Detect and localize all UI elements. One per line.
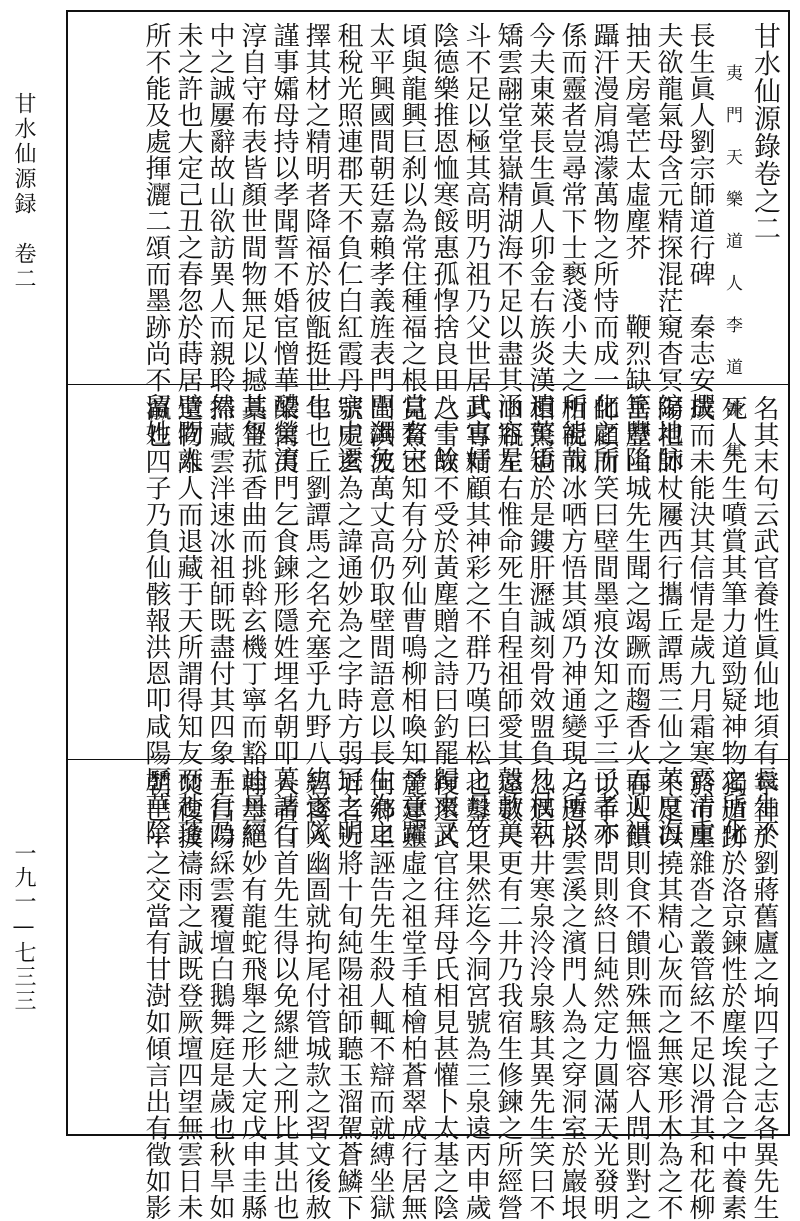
text-column: 碧霄入幽圄就拘尾付管城款之習文後赦	[301, 770, 331, 1221]
text-column: 陽祖師杖屨西行攜丘譚馬三仙之英度海	[653, 395, 683, 846]
text-column: 藁坐菰香曲而挑斡玄機丁寧而豁迪丹經	[237, 395, 267, 846]
text-column: 頃與龍興巨刹以為常住種福之根當有宋	[397, 22, 427, 473]
text-column: 係而靈者豈尋常下士褻淺小夫之所能哉	[557, 22, 587, 473]
text-column: 忽遇石井寒泉泠泠泉駭其異先生笑曰不	[525, 770, 555, 1221]
outer-margin	[0, 0, 58, 1146]
text-column: 中之誠屢辭故山欲訪異人而親聆然	[205, 22, 235, 420]
text-column: 乃遷於雲溪之濱門人為之穿洞室於巖垠	[557, 770, 587, 1221]
text-column: 抽天房毫芒太虛塵芥 鞭烈缺箠豐隆	[621, 22, 651, 473]
text-column: 梁寓夷門乞食鍊形隱姓埋名朝叩暮請行	[269, 395, 299, 846]
text-column: 擇其材之精明者降福於彼甑挺世也	[301, 22, 331, 420]
text-column: 謹事孀母持以孝聞誓不婚宦憎華醲榮淯	[269, 22, 299, 473]
text-column: 復還武官往拜母氏相見甚懽卜太基之陰	[429, 770, 459, 1221]
text-column: 斗不足以極其高明乃祖乃父世居武官好	[461, 22, 491, 473]
text-column: 淳自守布表皆顏世間物無足以撼其胷	[237, 22, 267, 446]
text-column: 於市廛雜沓之叢管絃不足以滑其和花柳	[685, 770, 715, 1221]
text-column: 何鄉里誣告先生殺人輒不辯而就縛坐獄	[365, 770, 395, 1221]
margin-book-title: 甘水仙源録 卷二	[11, 92, 36, 292]
text-column: 岳歷山城先生聞之竭蹶而趨香火而迎祖	[621, 395, 651, 846]
text-column: 矯雲翮堂堂嶽精湖海不足以盡其涵容星	[493, 22, 523, 473]
text-column: 成而未能決其信情是歲九月霜寒露清重	[685, 395, 715, 846]
text-column: 遺物離人而退藏于天所謂得知友而赴蓬	[173, 395, 203, 846]
text-column: 之雪故不受於黃塵贈之詩曰釣罷歸來又	[429, 395, 459, 846]
text-column: 陰德樂推恩恤寒餒惠孤惸捨良田八十餘	[429, 22, 459, 473]
panel-top	[68, 12, 788, 473]
text-column: 相視而冰哂方悟其頌乃神通變現之所以	[557, 395, 587, 846]
margin-page-number: 一九一—七三三	[11, 842, 36, 1013]
text-column: 名其末句云武官養性眞仙地須有長生不	[749, 395, 779, 846]
text-column: 所不能及處揮灑二頌而墨跡尚不留姓	[141, 22, 171, 446]
text-column: 太平興國間朝廷嘉賴孝義旌表門閭蠲免	[365, 22, 395, 473]
text-column: 圻者近將十旬純陽祖師聽玉溜駕蒼鱗下	[333, 770, 363, 1221]
text-column: 也鑿之果然迄今洞宮號為三泉遠丙申歲	[461, 770, 491, 1221]
text-column: 年也丘劉譚馬之名充塞乎九野八紘遂隊	[301, 395, 331, 846]
text-column: 未之許也大定己丑之春忽於蒔居壁間人	[173, 22, 203, 473]
text-column: 以手不問則終日純然定力圓滿天光發明	[589, 770, 619, 1221]
text-column: 春人饋則食不饋則殊無慍容人問則對之	[621, 770, 651, 1221]
text-column: 翰墨絕妙有龍蛇飛舉之形大定戊申圭縣	[237, 770, 267, 1221]
panel-bottom	[68, 760, 788, 1221]
text-column: 見鰲已知有分列仙曹鳴柳相喚知予意躍	[397, 395, 427, 846]
text-column: 夷 門 天 樂 道 人 李 道 謙 集	[722, 22, 742, 463]
text-column: 今夫東萊長生眞人卯金右族炎漢遺英矯	[525, 22, 555, 473]
text-column: 長生眞人劉宗師道行碑 秦志安撰	[685, 22, 715, 420]
text-column: 瀛也四子乃負仙骸報洪恩叩咸陽歷華陰	[141, 395, 171, 846]
text-column: 不足以撓其精心灰而之無寒形木為之不	[653, 770, 683, 1221]
panel-bottom-columns	[76, 770, 780, 1221]
text-column: 號處玄為之諱通妙為之字時方弱冠之明	[333, 395, 363, 846]
text-column: 死人先生噴賞其筆力道勁疑神物之所化	[717, 395, 747, 846]
text-column: 于昌陽綵雲覆壇白鵝舞庭是歲也秋旱如	[205, 770, 235, 1221]
text-column: 焚復披禱雨之誠既登厥壇四望無雲日未	[173, 770, 203, 1221]
text-column: 師顧而笑曰壁間墨痕汝知之乎三子者亦	[589, 395, 619, 846]
text-column: 寧神於劉蔣舊廬之垧四子之志各異先生	[749, 770, 779, 1221]
text-column: 出洪波萬丈高仍取壁間語意以長生為之	[365, 395, 395, 846]
panel-top-columns	[76, 22, 780, 473]
text-column: 租稅光照連郡天不負仁白紅霞丹宗中遷	[333, 22, 363, 473]
panel-middle-columns	[76, 395, 780, 846]
text-column: 遠數尺更有二井乃我宿生修鍊之所經營	[493, 770, 523, 1221]
text-column: 夫欲龍氣母含元精探混茫窺杳冥縮地脉	[653, 22, 683, 473]
text-column: 朝巳午之交當有甘澍如傾言出有徵如影	[141, 770, 171, 1221]
text-column: 麓建靈虛之祖堂手植檜柏蒼翠成行居無	[397, 770, 427, 1221]
page-frame	[66, 10, 790, 1221]
text-column: 相驚也於是鏤肝瀝誠刻骨效盟負几杖執	[525, 395, 555, 846]
panel-middle	[68, 385, 788, 846]
text-column: 人者自首先生得以免縲紲之刑比其出也	[269, 770, 299, 1221]
text-column: 掃藏雲泮速冰祖師既盡付其四象五行乃	[205, 395, 235, 846]
text-column: 甘水仙源錄卷之二	[749, 22, 780, 242]
text-column: 躡汗漫肩鴻濛萬物之所恃而成一化之所	[589, 22, 619, 473]
text-column: 獨遁跡於洛京鍊性於塵埃混合之中養素	[717, 770, 747, 1221]
text-column: 巾瓶左右惟命死生自程祖師愛其慤款美	[493, 395, 523, 846]
text-column: 其專精顧其神彩之不群乃嘆曰松之月竹	[461, 395, 491, 846]
